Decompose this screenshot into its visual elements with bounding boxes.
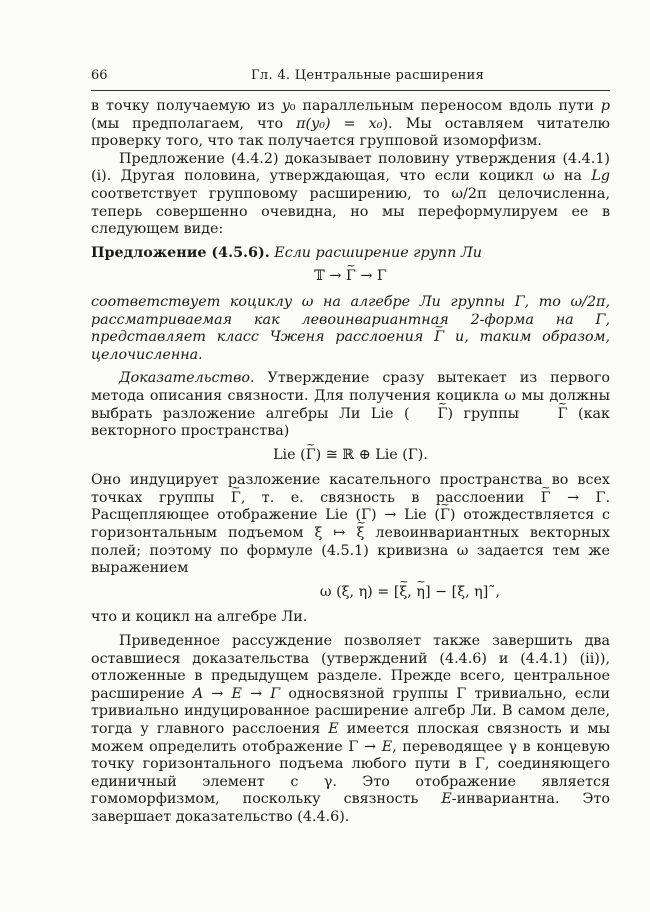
proposition-label: Предложение (4.5.6). [91,244,270,261]
page-number: 66 [91,68,108,83]
header-rule [91,90,610,91]
proof-paragraph: Доказательство. Утверждение сразу вытекает из первого метода описания связности. Для получения коцикла ω мы должны выбрать разложение алгебры Ли Lie (~ Γ) группы ~ Γ (как векторного пространства) [91,370,610,440]
chapter-title: Гл. 4. Центральные расширения [251,68,485,83]
formula-extension: 𝕋 → ~ Γ → Γ [91,268,610,286]
page-body [91,98,610,827]
page-header [91,68,609,88]
paragraph: что и коцикл на алгебре Ли. [91,609,308,626]
paragraph: в точку получаемую из y₀ параллельным переносом вдоль пути p (мы предполагаем, что π(y₀) = x₀). Мы оставляем читателю проверку того, что так получается групповой изоморфизм. [91,98,611,150]
proof-label: Доказательство. [119,370,255,387]
proposition-statement: соответствует коциклу ω на алгебре Ли группы Γ, то ω/2π, рассматриваемая как левоинвариантная 2-форма на Γ, представляет класс Чженя расслоения ~ Γ и, таким образом, целочисленна. [91,294,610,364]
proposition-heading: Предложение (4.5.6). Если расширение групп Ли [91,244,483,261]
formula-curvature: ω (ξ, η) = [~ ξ, ~ η] − [ξ, η]˜, [91,584,610,602]
formula-decomposition: Lie (~ Γ) ≅ ℝ ⊕ Lie (Γ). [91,447,610,465]
paragraph: Предложение (4.4.2) доказывает половину утверждения (4.4.1) (i). Другая половина, утверждающая, что если коцикл ω на Lg соответствует групповому расширению, то ω/2π целочисленна, теперь совершенно очевидна, но мы переформулируем ее в следующем виде: [91,150,610,238]
paragraph: Приведенное рассуждение позволяет также завершить два оставшиеся доказательства (утверждений (4.4.6) и (4.4.1) (ii)), отложенные в предыдущем разделе. Прежде всего, центральное расширение A → E → Γ односвязной группы Γ тривиально, если тривиально индуцированное расширение алгебр Ли. В самом деле, тогда у главного расслоения E имеется плоская связность и мы можем определить отображение Γ → E, переводящее γ в концевую точку горизонтального подъема любого пути в Γ, соединяющего единичный элемент с γ. Это отображение является гомоморфизмом, поскольку связность E-инвариантна. Это завершает доказательство (4.4.6). [91,633,610,825]
paragraph: Оно индуцирует разложение касательного пространства во всех точках группы ~ Γ, т. е. связность в расслоении ~ Γ → Γ. Расщепляющее отображение Lie (Γ) → Lie (~ Γ) отождествляется с горизонтальным подъемом ξ ↦ ~ ξ левоинвариантных векторных полей; поэтому по формуле (4.5.1) кривизна ω задается тем же выражением [91,472,610,578]
